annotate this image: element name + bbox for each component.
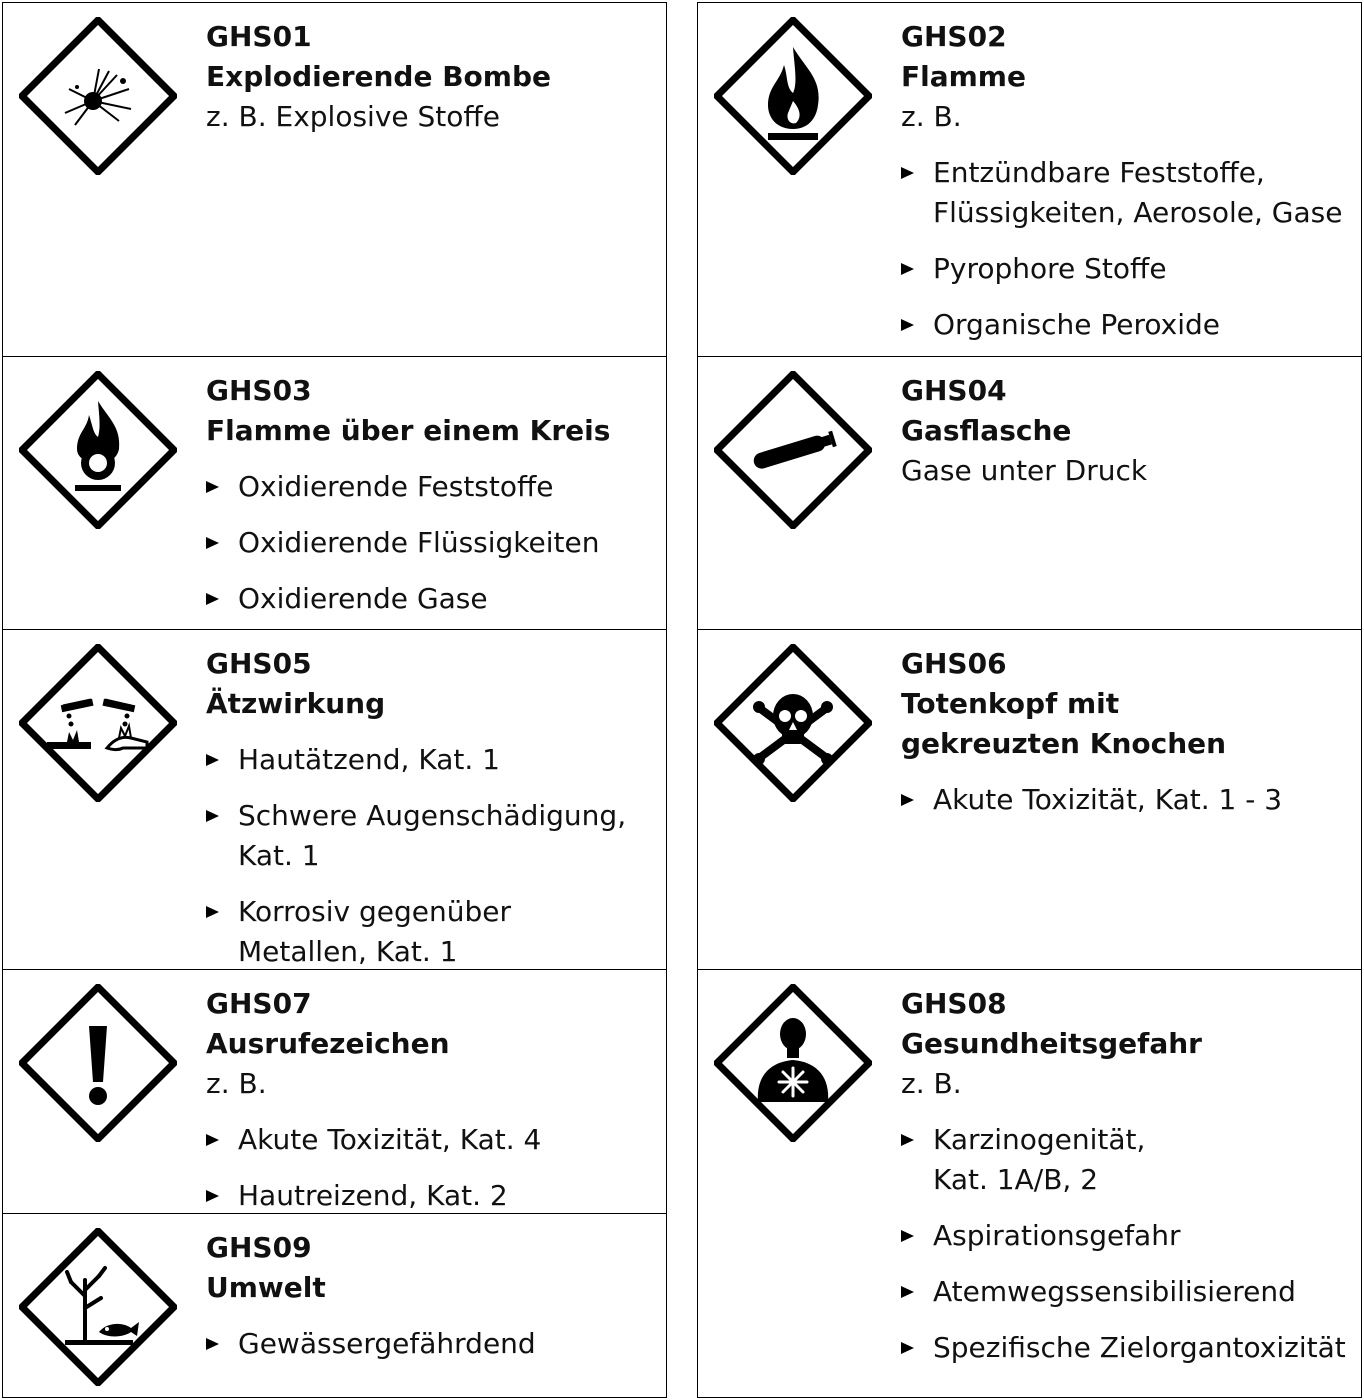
ghs07-subtitle: z. B. bbox=[206, 1067, 267, 1100]
bullet-arrow-icon bbox=[206, 1120, 238, 1160]
ghs09-title: Umwelt bbox=[206, 1271, 326, 1304]
ghs02-item: Entzündbare Feststoffe, Flüssigkeiten, Aerosole, Gase bbox=[901, 153, 1351, 233]
ghs03-code: GHS03 bbox=[206, 374, 312, 407]
ghs03-item: Oxidierende Feststoffe bbox=[206, 467, 656, 507]
bullet-arrow-icon bbox=[206, 740, 238, 780]
ghs09-card bbox=[2, 1213, 667, 1398]
ghs04-subtitle: Gase unter Druck bbox=[901, 454, 1148, 487]
ghs01-subtitle: z. B. Explosive Stoffe bbox=[206, 100, 500, 133]
bullet-arrow-icon bbox=[206, 523, 238, 563]
bullet-arrow-icon bbox=[901, 249, 933, 289]
flame-over-circle-icon bbox=[19, 371, 177, 529]
ghs02-title: Flamme bbox=[901, 60, 1026, 93]
ghs04-card bbox=[697, 356, 1362, 631]
ghs03-title: Flamme über einem Kreis bbox=[206, 414, 611, 447]
health-hazard-icon bbox=[714, 984, 872, 1142]
ghs02-subtitle: z. B. bbox=[901, 100, 962, 133]
ghs06-item: Akute Toxizität, Kat. 1 - 3 bbox=[901, 780, 1351, 820]
bullet-arrow-icon bbox=[901, 1216, 933, 1256]
exclamation-mark-icon bbox=[19, 984, 177, 1142]
ghs03-item: Oxidierende Gase bbox=[206, 579, 656, 619]
bullet-arrow-icon bbox=[206, 579, 238, 619]
bullet-arrow-icon bbox=[901, 1328, 933, 1368]
ghs07-item: Hautreizend, Kat. 2 bbox=[206, 1176, 656, 1216]
ghs05-code: GHS05 bbox=[206, 647, 312, 680]
bullet-arrow-icon bbox=[206, 1176, 238, 1216]
ghs08-card bbox=[697, 969, 1362, 1398]
ghs07-code: GHS07 bbox=[206, 987, 312, 1020]
ghs07-card bbox=[2, 969, 667, 1215]
ghs05-card bbox=[2, 629, 667, 971]
ghs08-item: Karzinogenität, Kat. 1A/B, 2 bbox=[901, 1120, 1203, 1200]
ghs05-item: Schwere Augenschädigung, Kat. 1 bbox=[206, 796, 638, 876]
ghs08-item: Aspirationsgefahr bbox=[901, 1216, 1351, 1256]
ghs05-item: Korrosiv gegenüber Metallen, Kat. 1 bbox=[206, 892, 558, 972]
ghs09-code: GHS09 bbox=[206, 1231, 312, 1264]
ghs04-title: Gasflasche bbox=[901, 414, 1072, 447]
ghs06-code: GHS06 bbox=[901, 647, 1007, 680]
ghs02-item: Organische Peroxide bbox=[901, 305, 1351, 345]
ghs01-title: Explodierende Bombe bbox=[206, 60, 551, 93]
skull-crossbones-icon bbox=[714, 644, 872, 802]
corrosion-icon bbox=[19, 644, 177, 802]
environment-icon bbox=[19, 1228, 177, 1386]
ghs04-code: GHS04 bbox=[901, 374, 1007, 407]
ghs08-title: Gesundheitsgefahr bbox=[901, 1027, 1202, 1060]
exploding-bomb-icon bbox=[19, 17, 177, 175]
bullet-arrow-icon bbox=[206, 467, 238, 507]
ghs03-item: Oxidierende Flüssigkeiten bbox=[206, 523, 656, 563]
ghs03-card bbox=[2, 356, 667, 631]
ghs05-item: Hautätzend, Kat. 1 bbox=[206, 740, 656, 780]
ghs08-item: Atemwegssensibilisierend bbox=[901, 1272, 1351, 1312]
ghs08-code: GHS08 bbox=[901, 987, 1007, 1020]
bullet-arrow-icon bbox=[901, 780, 933, 820]
ghs08-item: Spezifische Zielorgantoxizität bbox=[901, 1328, 1351, 1368]
ghs07-item: Akute Toxizität, Kat. 4 bbox=[206, 1120, 656, 1160]
ghs05-title: Ätzwirkung bbox=[206, 687, 386, 720]
ghs02-item: Pyrophore Stoffe bbox=[901, 249, 1351, 289]
ghs07-title: Ausrufezeichen bbox=[206, 1027, 450, 1060]
bullet-arrow-icon bbox=[901, 1120, 933, 1160]
flame-icon bbox=[714, 17, 872, 175]
bullet-arrow-icon bbox=[901, 153, 933, 193]
ghs02-card bbox=[697, 2, 1362, 358]
bullet-arrow-icon bbox=[901, 1272, 933, 1312]
bullet-arrow-icon bbox=[206, 892, 238, 932]
bullet-arrow-icon bbox=[206, 796, 238, 836]
bullet-arrow-icon bbox=[206, 1324, 238, 1364]
ghs01-code: GHS01 bbox=[206, 20, 312, 53]
ghs06-title: Totenkopf mit gekreuzten Knochen bbox=[901, 687, 1227, 760]
ghs01-card bbox=[2, 2, 667, 358]
gas-cylinder-icon bbox=[714, 371, 872, 529]
ghs09-item: Gewässergefährdend bbox=[206, 1324, 656, 1364]
bullet-arrow-icon bbox=[901, 305, 933, 345]
ghs08-subtitle: z. B. bbox=[901, 1067, 962, 1100]
ghs02-code: GHS02 bbox=[901, 20, 1007, 53]
ghs06-card bbox=[697, 629, 1362, 971]
